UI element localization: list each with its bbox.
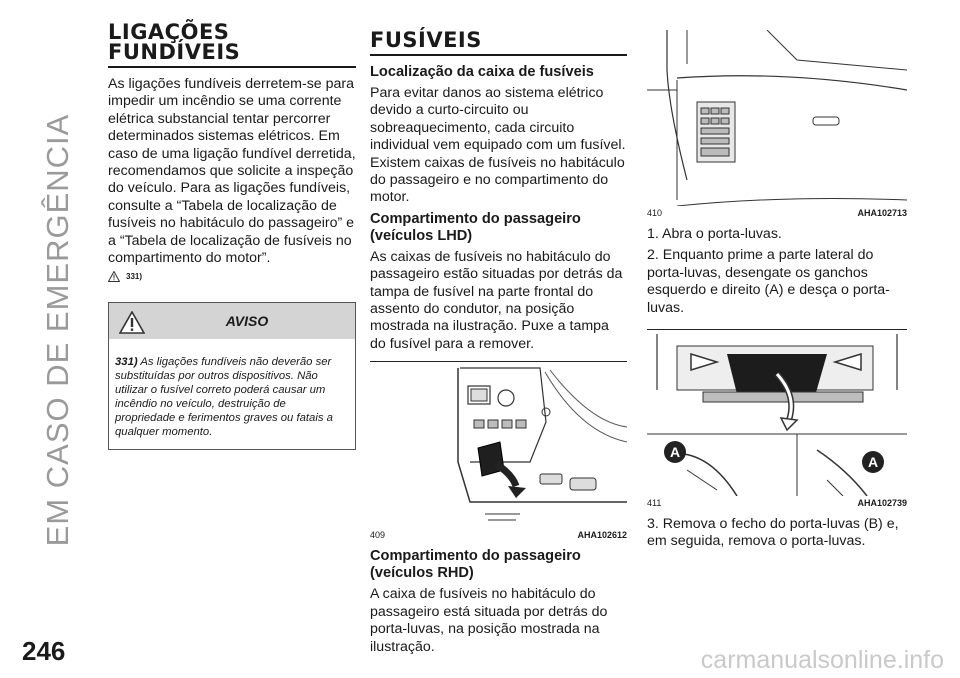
warning-box-header	[109, 303, 355, 339]
subheading-fuse-box-location: Localização da caixa de fusíveis	[370, 64, 594, 80]
figure-409	[370, 361, 627, 540]
fuse-location-paragraph: Para evitar danos ao sistema elétrico devido a curto-circuito ou sobreaquecimento, cada circuito individual vem equipado com um fusível. Existem caixas de fusíveis no habitáculo do passageiro e no compartimento do motor.	[370, 85, 626, 206]
figure-caption	[647, 498, 907, 508]
step-3: 3. Remova o fecho do porta-luvas (B) e, em seguida, remova o porta-luvas.	[647, 516, 899, 550]
section-title-link-fuses	[108, 22, 356, 62]
figure-number: 410	[647, 208, 663, 218]
warning-number: 331)	[115, 356, 138, 369]
figure-code: AHA102713	[857, 208, 907, 218]
section-title-fuses: FUSÍVEIS	[370, 28, 482, 52]
column-glovebox-steps	[647, 30, 907, 555]
title-rule	[108, 66, 356, 68]
title-line-1: LIGAÇÕES	[108, 20, 230, 44]
warning-box-body	[109, 339, 355, 449]
warning-reference-number: 331)	[126, 272, 143, 282]
glovebox-fusebox-illustration	[647, 30, 907, 206]
figure-code: AHA102739	[857, 498, 907, 509]
figure-caption	[370, 530, 627, 540]
warning-box-title: AVISO	[225, 313, 269, 330]
subheading-lhd: Compartimento do passageiro (veículos LHD)	[370, 210, 581, 244]
title-line-2: FUNDÍVEIS	[108, 40, 241, 64]
subheading-rhd: Compartimento do passageiro (veículos RHD)	[370, 548, 581, 582]
warning-text: As ligações fundíveis não deverão ser substituídas por outros dispositivos. Não utilizar o fusível correto poderá causar um incêndio no veículo, destruição de propriedade e ferimentos graves ou fatais a qualquer momento.	[115, 356, 333, 439]
figure-code: AHA102612	[577, 530, 627, 541]
figure-410	[647, 30, 907, 218]
section-side-title: EM CASO DE EMERGÊNCIA	[40, 113, 75, 547]
figure-number: 409	[370, 530, 386, 541]
figure-411	[647, 329, 907, 508]
column-fuses	[370, 22, 627, 660]
watermark: carmanualsonline.info	[700, 646, 944, 674]
callout-a-right: A	[867, 454, 879, 471]
callout-a-left: A	[669, 444, 681, 461]
warning-reference	[108, 271, 356, 282]
figure-caption	[647, 208, 907, 218]
column-link-fuses	[108, 22, 356, 450]
warning-triangle-icon	[108, 271, 120, 282]
fuse-cover-illustration	[370, 362, 627, 528]
figure-number: 411	[647, 498, 662, 509]
link-fuses-paragraph: As ligações fundíveis derretem-se para impedir um incêndio se uma corrente elétrica substancial tentar percorrer determinados sistemas elétricos. Em caso de uma ligação fundível derretida, recomendamos que solicite a inspeção do veículo. Para as ligações fundíveis, consulte a “Tabela de localização de fusíveis no habitáculo do passageiro” e a “Tabela de localização de fusíveis no compartimento do motor”.	[108, 76, 356, 267]
warning-box	[108, 302, 356, 450]
step-2: 2. Enquanto prime a parte lateral do porta-luvas, desengate os ganchos esquerdo e direito (A) e desça o porta-luvas.	[647, 247, 890, 316]
title-rule	[370, 54, 627, 56]
page-number: 246	[22, 636, 66, 666]
step-1: 1. Abra o porta-luvas.	[647, 226, 782, 242]
rhd-paragraph: A caixa de fusíveis no habitáculo do passageiro está situada por detrás do porta-luvas, na posição mostrada na ilustração.	[370, 586, 608, 655]
glovebox-release-illustration	[647, 330, 907, 496]
lhd-paragraph: As caixas de fusíveis no habitáculo do passageiro estão situadas por detrás da tampa de fusível na parte frontal do assento do condutor, na posição mostrada na ilustração. Puxe a tampa do fusível para a remover.	[370, 248, 623, 352]
